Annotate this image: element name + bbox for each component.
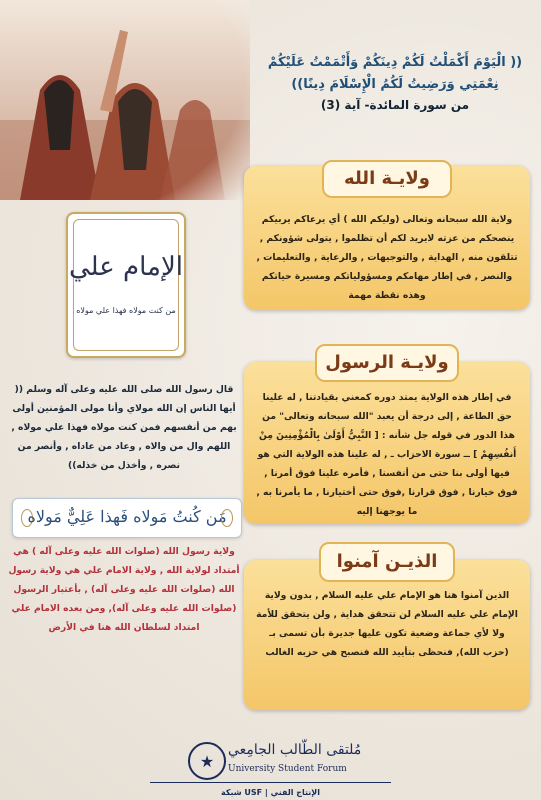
forum-subtitle: University Student Forum [228,764,347,774]
card-title: ولايـة الله [322,160,452,198]
header-photo [0,0,250,200]
verse-source: من سورة المائدة- آية (3) [320,98,470,112]
card-body: الذين آمنوا هنا هو الإمام علي عليه السلام , بدون ولاية الإمام علي عليه السلام لن تتحقق هداية , ولن يتحقق للأمة ولا لأي جماعة وضعية تكون عليها جديرة بأن تسمى بـ (حزب الله), فنحظى بتأييد الله فنصبح هي حزبه الغالب [256,590,518,658]
card-title: ولايـة الرسول [315,344,459,382]
card-title: الذيـن آمنوا [319,542,455,582]
footer [0,736,541,800]
card-wilayat-rasul [244,352,530,524]
footer-divider [150,782,391,783]
wilaya-note: ولاية رسول الله (صلوات الله عليه وعلى آله ) هي أمتداد لولاية الله , ولاية الامام علي هي ولاية رسول الله (صلوات الله عليه وعلى آله) , بأعتبار الرسول (صلوات الله عليه وعلى آله), ومن بعده الامام علي امتداد لسلطان الله هنا في الأرض [8,546,240,633]
card-body: في إطار هذه الولاية يمتد دوره كمعني بقيادتنا , له علينا حق الطاعة , إلى درجة أن يعبد "الله سبحانه وتعالى" من هذا الدور في قوله جل شأنه : [ النَّبِيُّ أَوْلَىٰ بِالْمُؤْمِنِينَ مِنْ أَنفُسِهِمْ ] ــ سورة الاحزاب ـ , له علينا هذه الولاية التي هو فيها أولى بنا حتى من أنفسنا , فأمره علينا فوق أمرنا , فوق خيارنا , فوق قرارنا ,فوق حتى أختيارنا , ما يأمرنا به , ما يوجهنا إليه [256,392,518,517]
plaque-subtitle: من كنت مولاه فهذا علي مولاه [76,306,176,315]
ornament-right-icon [221,509,233,527]
quran-verse [255,52,535,112]
card-body: ولاية الله سبحانه وتعالى (وليكم الله ) أي يرعاكم يربيكم ينصحكم من عزته لايريد لكم أن تظلموا , يتولى شؤونكم , تتلقون منه , الهداية , والتوجيهات , والرعاية , والتعليمات , والنصر , في إطار مهامكم ومسؤولياتكم ومسيرة حياتكم وهذه نقطة مهمة [256,214,518,301]
card-wilayat-allah [244,166,530,310]
footer-credit: الإنتاج الفني | USF شبكة [220,788,321,797]
card-alladhina-amanu [244,551,530,710]
verse-line-1: (( الْيَوْمَ أَكْمَلْتُ لَكُمْ دِينَكُمْ وَأَتْمَمْتُ عَلَيْكُمْ [267,55,523,70]
plaque-frame [73,219,179,351]
hadith-text: قال رسول الله صلى الله عليه وعلى آله وسلم (( أيها الناس إن الله مولاي وأنا مولى المؤمنين أولى بهم من أنفسهم فمن كنت مولاه فهذا علي مولاه , اللهم وال من والاه , وعاد من عاداه , وأنصر من نصره , وأخذل من خذله)) [11,384,237,471]
banner-text: مَن كُنتُ مَولاه فَهذا عَلِيٌّ مَولاه [27,507,227,526]
forum-logo-icon: ★ [188,742,226,780]
ghadir-banner [12,498,242,538]
plaque-calligraphy: الإمام علي [68,252,184,282]
verse-line-2: نِعْمَتِي وَرَضِيتُ لَكُمُ الْإِسْلَامَ دِينًا)) [291,77,499,92]
imam-ali-plaque [66,212,186,358]
forum-title: مُلتقى الطّالب الجامِعي [228,742,362,758]
